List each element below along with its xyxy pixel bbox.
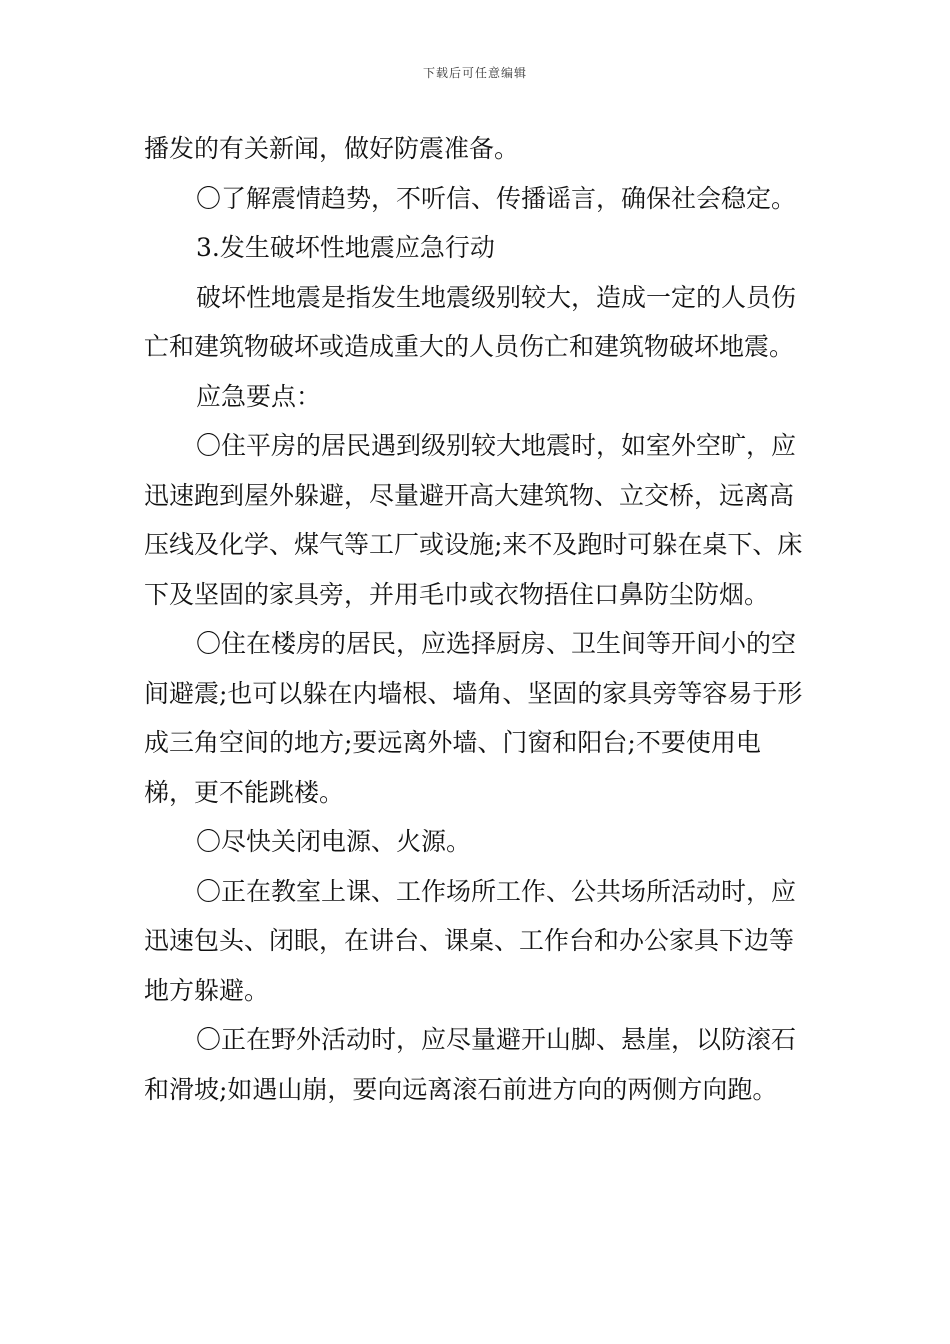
- paragraph: 〇正在教室上课、工作场所工作、公共场所活动时，应迅速包头、闭眼，在讲台、课桌、工作台和办公家具下边等地方躲避。: [144, 876, 797, 1005]
- paragraph: 〇住在楼房的居民，应选择厨房、卫生间等开间小的空间避震;也可以躲在内墙根、墙角、坚固的家具旁等容易于形成三角空间的地方;要远离外墙、门窗和阳台;不要使用电梯，更不能跳楼。: [144, 629, 803, 807]
- paragraph: 〇住平房的居民遇到级别较大地震时，如室外空旷，应迅速跑到屋外躲避，尽量避开高大建筑物、立交桥，远离高压线及化学、煤气等工厂或设施;来不及跑时可躲在桌下、床下及坚固的家具旁，并用毛巾或衣物捂住口鼻防尘防烟。: [144, 431, 803, 609]
- paragraph: 应急要点：: [196, 381, 322, 411]
- paragraph: 〇了解震情趋势，不听信、传播谣言，确保社会稳定。: [196, 183, 797, 213]
- paragraph: 破坏性地震是指发生地震级别较大，造成一定的人员伤亡和建筑物破坏或造成重大的人员伤亡和建筑物破坏地震。: [144, 282, 797, 361]
- section-heading: 3.发生破坏性地震应急行动: [196, 233, 495, 262]
- paragraph: 〇正在野外活动时，应尽量避开山脚、悬崖，以防滚石和滑坡;如遇山崩，要向远离滚石前进方向的两侧方向跑。: [144, 1025, 797, 1104]
- paragraph: 播发的有关新闻，做好防震准备。: [144, 134, 520, 163]
- paragraph: 〇尽快关闭电源、火源。: [196, 827, 472, 856]
- document-body: [144, 124, 808, 1114]
- page-header: 下载后可任意编辑: [422, 66, 527, 80]
